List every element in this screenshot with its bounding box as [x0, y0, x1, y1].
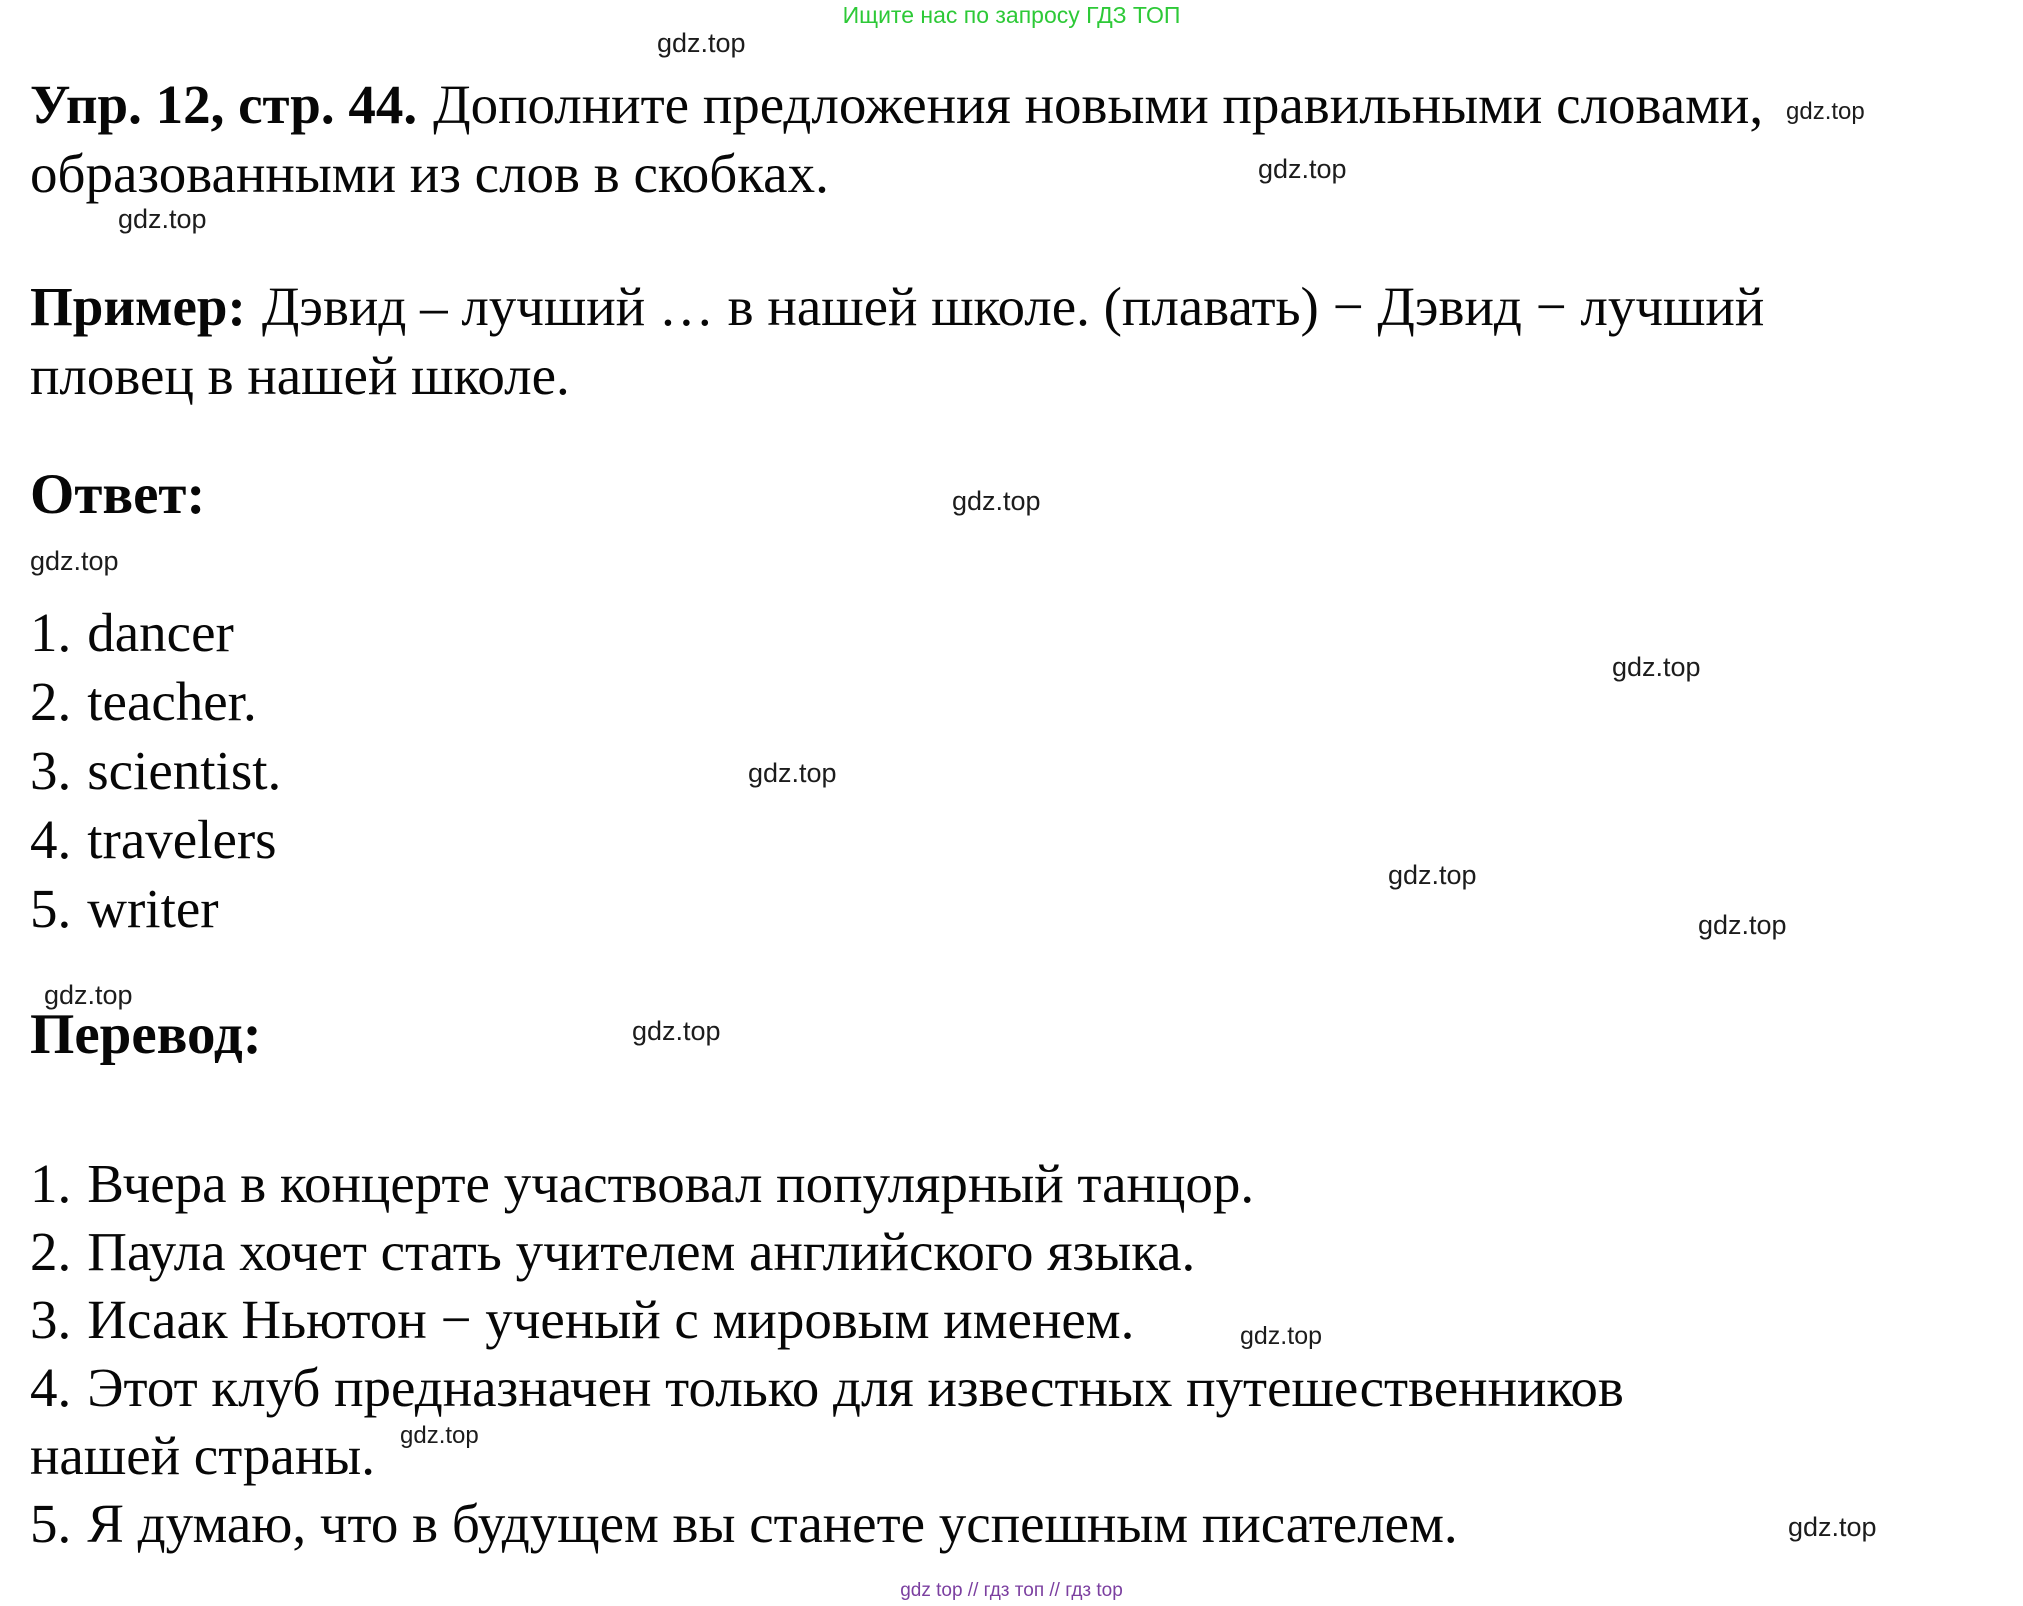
translation-item	[30, 1286, 1790, 1354]
gdz-watermark: gdz.top	[748, 758, 837, 788]
gdz-watermark: gdz.top	[1698, 910, 1787, 940]
translation-item	[30, 1354, 1790, 1490]
gdz-watermark: gdz.top	[1788, 1512, 1877, 1542]
translation-item-number: 2.	[30, 1221, 72, 1282]
translation-item-text: Паула хочет стать учителем английского языка.	[87, 1221, 1196, 1282]
example-text-line2: пловец в нашей школе.	[30, 345, 570, 406]
example-paragraph	[30, 272, 1990, 410]
answer-item	[30, 598, 281, 667]
translation-item-number: 3.	[30, 1289, 72, 1350]
answer-item-number: 1.	[30, 602, 72, 663]
gdz-watermark: gdz.top	[44, 980, 133, 1010]
site-footer: gdz top // гдз топ // гдз top	[900, 1580, 1123, 1601]
gdz-watermark: gdz.top	[632, 1016, 721, 1046]
translation-item-text: Этот клуб предназначен только для известных путешественников	[87, 1357, 1624, 1418]
answer-list	[30, 598, 281, 943]
example-label: Пример:	[30, 276, 246, 337]
translation-item-number: 5.	[30, 1493, 72, 1554]
gdz-watermark: gdz.top	[1240, 1322, 1323, 1350]
answer-item-text: scientist.	[87, 740, 282, 801]
answer-item-text: dancer	[87, 602, 234, 663]
translation-label: Перевод:	[30, 1003, 262, 1066]
translation-item	[30, 1150, 1790, 1218]
gdz-watermark: gdz.top	[657, 28, 746, 58]
gdz-watermark: gdz.top	[1786, 98, 1865, 125]
translation-item-number: 1.	[30, 1153, 72, 1214]
gdz-watermark: gdz.top	[952, 486, 1041, 516]
gdz-watermark: gdz.top	[400, 1422, 479, 1449]
translation-item-text: Я думаю, что в будущем вы станете успешным писателем.	[87, 1493, 1458, 1554]
answer-item	[30, 667, 281, 736]
answer-item-number: 3.	[30, 740, 72, 801]
translation-item-text: Исаак Ньютон − ученый с мировым именем.	[87, 1289, 1135, 1350]
site-notice: Ищите нас по запросу ГДЗ ТОП	[842, 2, 1181, 28]
answer-item-number: 5.	[30, 878, 72, 939]
task-text-line1: Дополните предложения новыми правильными словами,	[433, 74, 1764, 135]
gdz-watermark: gdz.top	[118, 204, 207, 234]
answer-item-text: travelers	[87, 809, 277, 870]
task-text-line2: образованными из слов в скобках.	[30, 143, 829, 204]
answer-item	[30, 874, 281, 943]
answer-item-text: teacher.	[87, 671, 257, 732]
translation-item-number: 4.	[30, 1357, 72, 1418]
example-text-line1: Дэвид – лучший … в нашей школе. (плавать) − Дэвид − лучший	[261, 276, 1765, 337]
gdz-watermark: gdz.top	[30, 546, 119, 576]
translation-list	[30, 1150, 1790, 1558]
translation-item	[30, 1490, 1790, 1558]
translation-item-text-line2: нашей страны.	[30, 1425, 375, 1486]
translation-item-text: Вчера в концерте участвовал популярный танцор.	[87, 1153, 1255, 1214]
answer-label: Ответ:	[30, 463, 206, 526]
answer-item	[30, 736, 281, 805]
task-number: Упр. 12, стр. 44.	[30, 74, 418, 135]
answer-item-text: writer	[87, 878, 219, 939]
translation-item	[30, 1218, 1790, 1286]
answer-item-number: 2.	[30, 671, 72, 732]
answer-item-number: 4.	[30, 809, 72, 870]
gdz-watermark: gdz.top	[1612, 652, 1701, 682]
answer-item	[30, 805, 281, 874]
gdz-watermark: gdz.top	[1258, 154, 1347, 184]
task-heading	[30, 70, 1990, 208]
gdz-watermark: gdz.top	[1388, 860, 1477, 890]
